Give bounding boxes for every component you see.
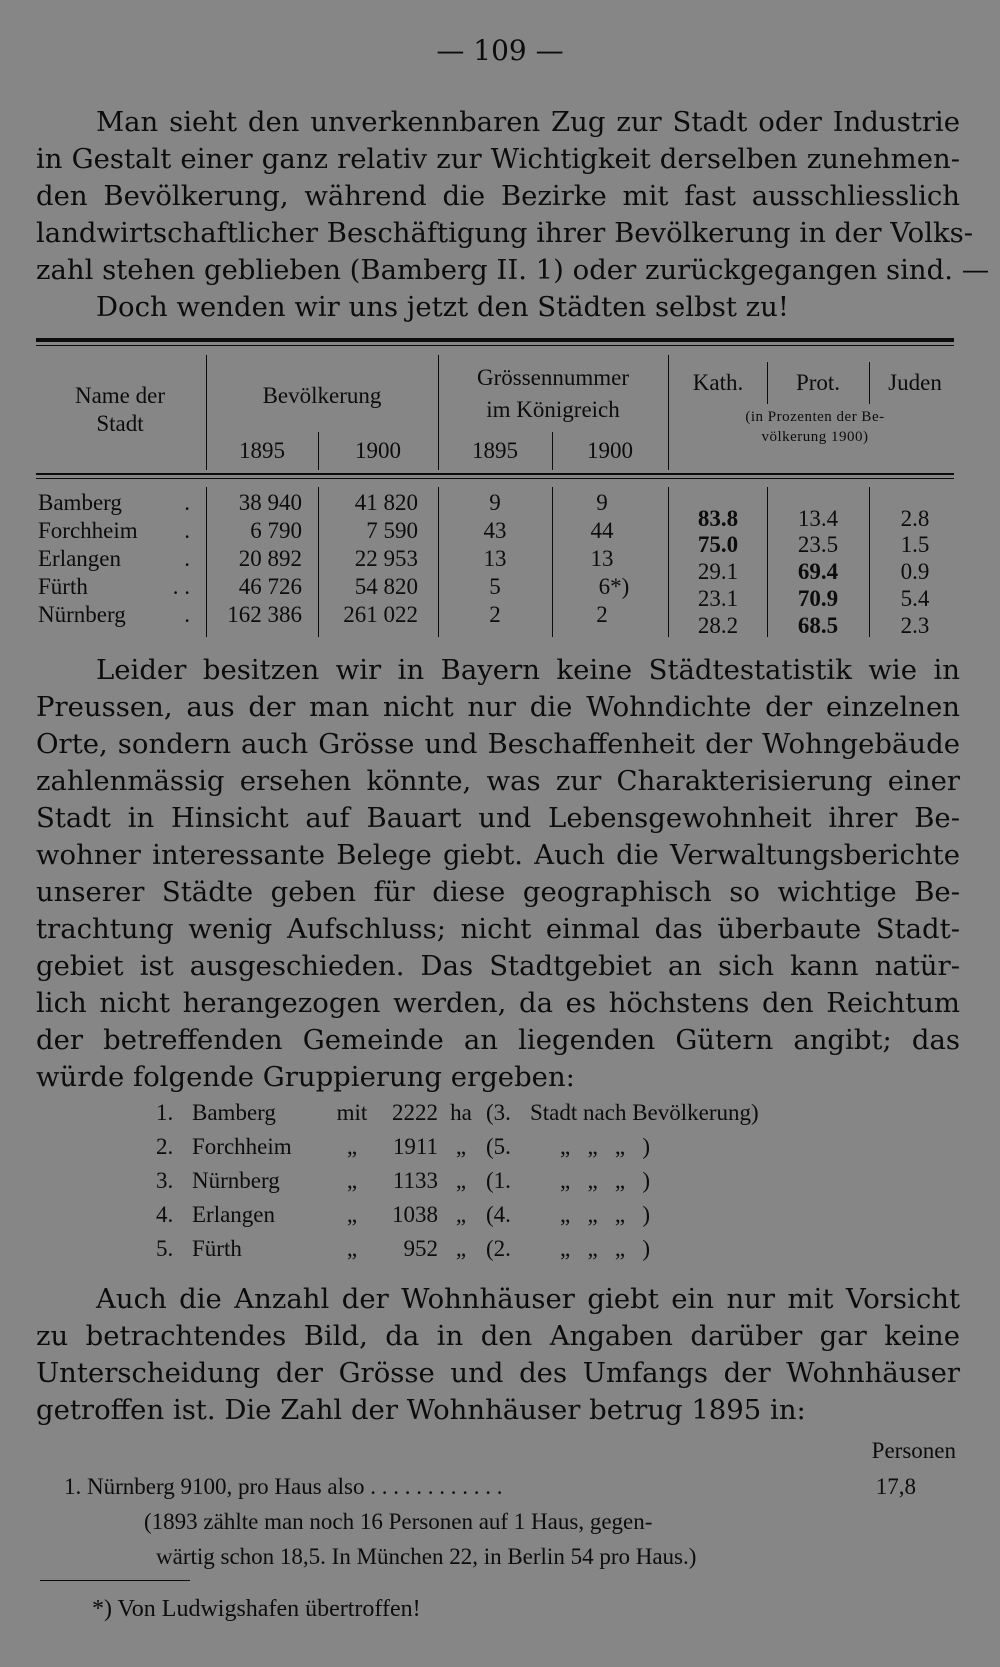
prot-value: 70.9 (797, 586, 839, 611)
rank-1895: 5 (489, 574, 501, 599)
text-line: getroffen ist. Die Zahl der Wohnhäuser betrug 1895 in: (36, 1394, 806, 1426)
list-rank: (1. (486, 1168, 511, 1193)
list-rank: (2. (486, 1236, 511, 1261)
kath-value: 28.2 (697, 613, 739, 638)
header-name: Stadt (96, 411, 144, 436)
persons-header: Personen (871, 1438, 956, 1463)
leader-dots: . (184, 602, 190, 627)
pop-1900: 261 022 (343, 602, 418, 627)
city-name: Forchheim (38, 518, 138, 543)
list-mit: „ (346, 1236, 358, 1261)
header-year: 1895 (472, 438, 518, 463)
footnote-rule (40, 1580, 190, 1581)
list-mit: mit (336, 1100, 368, 1125)
pop-1895: 20 892 (238, 546, 302, 571)
pop-1900: 7 590 (366, 518, 418, 543)
list-number: 2. (156, 1134, 174, 1159)
text-line: lich nicht herangezogen werden, da es höchstens den Reichtum (36, 987, 960, 1019)
col-separator (552, 432, 553, 470)
pop-1895: 38 940 (238, 490, 302, 515)
header-note: (in Prozenten der Be- (745, 409, 885, 425)
text-line: Preussen, aus der man nicht nur die Wohndichte der einzelnen (36, 691, 960, 723)
text-line: Unterscheidung der Grösse und des Umfangs der Wohnhäuser (36, 1357, 960, 1389)
rank-1900: 13 (590, 546, 614, 571)
col-separator (767, 362, 768, 404)
city-name: Fürth (38, 574, 88, 599)
list-ha: 2222 (392, 1100, 438, 1125)
pop-1900: 41 820 (354, 490, 418, 515)
prot-value: 69.4 (797, 559, 839, 584)
header-year: 1900 (587, 438, 633, 463)
list-city: Erlangen (192, 1202, 276, 1227)
text-line: Stadt in Hinsicht auf Bauart und Lebensgewohnheit ihrer Be- (36, 802, 960, 834)
col-separator (438, 487, 439, 637)
kath-value: 75.0 (697, 532, 739, 557)
text-line: den Bevölkerung, während die Bezirke mit fast ausschliesslich (36, 180, 960, 212)
leader-dots: . (184, 518, 190, 543)
page-number: — 109 — (436, 34, 564, 67)
table-top-rule-thin (36, 345, 954, 346)
text-line: Doch wenden wir uns jetzt den Städten selbst zu! (96, 291, 789, 323)
rank-1895: 2 (489, 602, 501, 627)
list-unit: „ (455, 1134, 467, 1159)
list-desc: „ „ „ ) (560, 1168, 651, 1193)
text-line: gebiet ist ausgeschieden. Das Stadtgebiet an sich kann natür- (36, 950, 960, 982)
list-number: 5. (156, 1236, 174, 1261)
list-desc: „ „ „ ) (560, 1236, 651, 1261)
col-separator (438, 355, 439, 470)
text-line: zahlenmässig ersehen könnte, was zur Charakterisierung einer (36, 765, 960, 797)
kath-value: 83.8 (697, 506, 739, 531)
table-top-rule (36, 338, 954, 342)
list-ha: 1133 (392, 1168, 438, 1193)
list-ha: 1038 (392, 1202, 438, 1227)
pop-1895: 6 790 (250, 518, 302, 543)
leader-dots: . . (172, 574, 190, 599)
text-line: landwirtschaftlicher Beschäftigung ihrer Bevölkerung in der Volks- (36, 217, 974, 249)
list-unit: „ (455, 1168, 467, 1193)
list-number: 1. (156, 1100, 174, 1125)
list-unit: ha (450, 1100, 472, 1125)
table-header-rule (36, 473, 954, 475)
list-rank: (4. (486, 1202, 511, 1227)
juden-value: 5.4 (900, 586, 930, 611)
col-separator (767, 487, 768, 637)
col-separator (318, 432, 319, 470)
header-juden: Juden (888, 370, 942, 395)
header-kath: Kath. (692, 370, 744, 395)
list-unit: „ (455, 1202, 467, 1227)
text-line: trachtung wenig Aufschluss; nicht einmal das überbaute Stadt- (36, 913, 960, 945)
list-ha: 952 (403, 1236, 438, 1261)
header-bevoelkerung: Bevölkerung (262, 383, 382, 408)
kath-value: 23.1 (697, 586, 739, 611)
col-separator (668, 355, 669, 470)
city-name: Erlangen (38, 546, 122, 571)
houses-item: 1. Nürnberg 9100, pro Haus also . . . . . . . . . . . . (64, 1474, 503, 1499)
list-number: 4. (156, 1202, 174, 1227)
header-year: 1895 (239, 438, 285, 463)
text-line: wohner interessante Belege giebt. Auch die Verwaltungsberichte (36, 839, 960, 871)
text-line: in Gestalt einer ganz relativ zur Wichtigkeit derselben zunehmen- (36, 143, 960, 175)
col-separator (869, 362, 870, 404)
list-desc: „ „ „ ) (560, 1134, 651, 1159)
list-city: Nürnberg (192, 1168, 280, 1193)
list-city: Forchheim (192, 1134, 292, 1159)
list-desc: Stadt nach Bevölkerung) (530, 1100, 759, 1125)
houses-value: 17,8 (875, 1474, 916, 1499)
text-line: Leider besitzen wir in Bayern keine Städtestatistik wie in (96, 654, 960, 686)
rank-1895: 9 (489, 490, 501, 515)
text-line: Auch die Anzahl der Wohnhäuser giebt ein nur mit Vorsicht (96, 1283, 960, 1315)
header-year: 1900 (355, 438, 401, 463)
houses-note: wärtig schon 18,5. In München 22, in Berlin 54 pro Haus.) (156, 1544, 697, 1569)
rank-1895: 43 (483, 518, 507, 543)
header-prot: Prot. (795, 370, 841, 395)
text-line: Orte, sondern auch Grösse und Beschaffenheit der Wohngebäude (36, 728, 960, 760)
rank-1900: 44 (590, 518, 614, 543)
rank-1895: 13 (483, 546, 507, 571)
list-rank: (3. (486, 1100, 511, 1125)
list-number: 3. (156, 1168, 174, 1193)
city-name: Bamberg (38, 490, 122, 515)
prot-value: 23.5 (797, 532, 839, 557)
juden-value: 0.9 (900, 559, 930, 584)
juden-value: 2.8 (900, 506, 930, 531)
rank-1900: 6*) (598, 574, 630, 599)
footnote: *) Von Ludwigshafen übertroffen! (92, 1596, 421, 1622)
juden-value: 2.3 (900, 613, 930, 638)
juden-value: 1.5 (900, 532, 930, 557)
list-desc: „ „ „ ) (560, 1202, 651, 1227)
header-note: völkerung 1900) (761, 429, 869, 445)
leader-dots: . (184, 490, 190, 515)
prot-value: 68.5 (797, 613, 839, 638)
rank-1900: 2 (596, 602, 608, 627)
pop-1900: 22 953 (354, 546, 418, 571)
list-city: Bamberg (192, 1100, 276, 1125)
kath-value: 29.1 (697, 559, 739, 584)
pop-1895: 162 386 (227, 602, 302, 627)
header-groesse: im Königreich (486, 397, 620, 422)
rank-1900: 9 (596, 490, 608, 515)
pop-1900: 54 820 (354, 574, 418, 599)
text-line: der betreffenden Gemeinde an liegenden Gütern angibt; das (36, 1024, 960, 1056)
text-line: würde folgende Gruppierung ergeben: (36, 1061, 575, 1093)
header-groesse: Grössennummer (476, 365, 630, 390)
houses-note: (1893 zählte man noch 16 Personen auf 1 Haus, gegen- (144, 1509, 653, 1534)
text-line: zahl stehen geblieben (Bamberg II. 1) oder zurückgegangen sind. — (36, 254, 990, 286)
list-mit: „ (346, 1202, 358, 1227)
list-ha: 1911 (392, 1134, 438, 1159)
text-line: unserer Städte geben für diese geographisch so wichtige Be- (36, 876, 960, 908)
list-mit: „ (346, 1168, 358, 1193)
list-city: Fürth (192, 1236, 242, 1261)
col-separator (206, 355, 207, 470)
text-line: zu betrachtendes Bild, da in den Angaben darüber gar keine (36, 1320, 960, 1352)
city-name: Nürnberg (38, 602, 126, 627)
col-separator (668, 487, 669, 637)
list-mit: „ (346, 1134, 358, 1159)
header-name: Name der (74, 383, 166, 408)
leader-dots: . (184, 546, 190, 571)
col-separator (552, 487, 553, 637)
col-separator (869, 487, 870, 637)
text-line: Man sieht den unverkennbaren Zug zur Stadt oder Industrie (96, 106, 960, 138)
table-header-rule-thin (36, 478, 954, 479)
prot-value: 13.4 (797, 506, 839, 531)
pop-1895: 46 726 (238, 574, 302, 599)
list-unit: „ (455, 1236, 467, 1261)
list-rank: (5. (486, 1134, 511, 1159)
